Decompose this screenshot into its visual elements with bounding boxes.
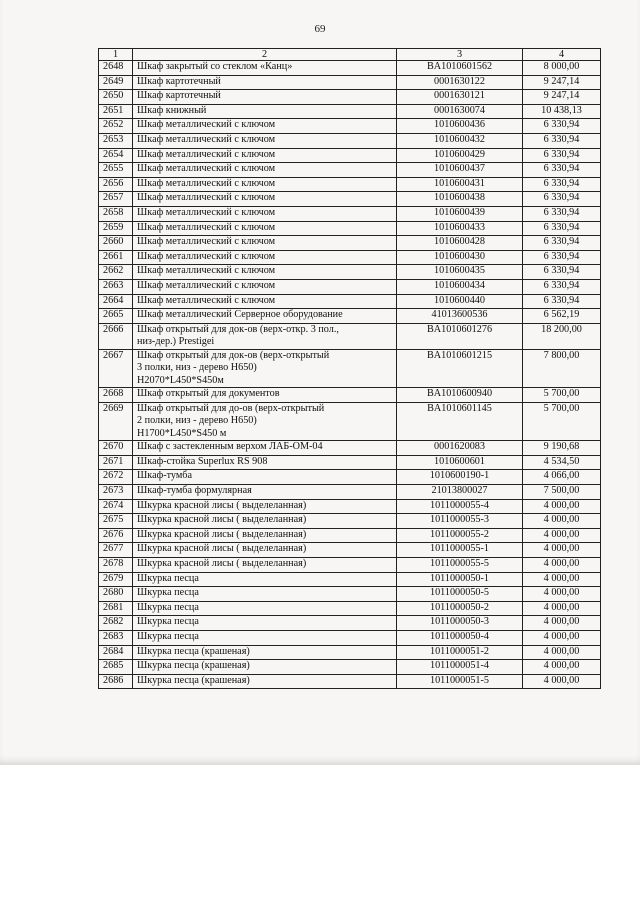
- price-cell: 6 330,94: [523, 177, 601, 192]
- inventory-code-cell: 1010600438: [397, 192, 523, 207]
- table-row: [99, 558, 601, 573]
- inventory-code-cell: 1011000055-3: [397, 514, 523, 529]
- row-number-cell: 2672: [99, 470, 133, 485]
- table-row: [99, 601, 601, 616]
- inventory-code-cell: 1011000055-5: [397, 558, 523, 573]
- inventory-code-cell: 0001630122: [397, 75, 523, 90]
- price-cell: 4 000,00: [523, 645, 601, 660]
- table-row: [99, 250, 601, 265]
- row-number-cell: 2656: [99, 177, 133, 192]
- inventory-code-cell: 1011000050-2: [397, 601, 523, 616]
- table-row: [99, 499, 601, 514]
- row-number-cell: 2648: [99, 61, 133, 76]
- item-name-cell: Шкурка красной лисы ( выделеланная): [133, 514, 397, 529]
- page-number: 69: [314, 23, 326, 35]
- table-row: [99, 528, 601, 543]
- item-name-cell: Шкурка песца: [133, 587, 397, 602]
- column-header-number: 1: [99, 49, 133, 61]
- table-row: [99, 349, 601, 388]
- table-row: [99, 587, 601, 602]
- inventory-code-cell: 1011000055-4: [397, 499, 523, 514]
- row-number-cell: 2682: [99, 616, 133, 631]
- table-row: [99, 660, 601, 675]
- item-name-cell: Шкаф металлический с ключом: [133, 221, 397, 236]
- row-number-cell: 2674: [99, 499, 133, 514]
- item-name-cell: Шкурка песца: [133, 601, 397, 616]
- inventory-code-cell: 1010600440: [397, 294, 523, 309]
- item-name-cell: Шкаф открытый для док-ов (верх-откр. 3 пол., низ-дер.) Prestigei: [133, 323, 397, 349]
- item-name-cell: Шкаф открытый для док-ов (верх-открытый 3 полки, низ - дерево H650) H2070*L450*S450м: [133, 349, 397, 388]
- row-number-cell: 2651: [99, 104, 133, 119]
- price-cell: 6 330,94: [523, 133, 601, 148]
- inventory-code-cell: 1010600439: [397, 206, 523, 221]
- table-row: [99, 177, 601, 192]
- column-header-code: 3: [397, 49, 523, 61]
- inventory-code-cell: 1010600428: [397, 236, 523, 251]
- item-name-cell: Шкаф металлический с ключом: [133, 279, 397, 294]
- table-row: [99, 441, 601, 456]
- table-row: [99, 163, 601, 178]
- item-name-cell: Шкаф металлический с ключом: [133, 236, 397, 251]
- item-name-cell: Шкаф-стойка Superlux RS 908: [133, 455, 397, 470]
- table-row: [99, 402, 601, 441]
- inventory-code-cell: 0001620083: [397, 441, 523, 456]
- price-cell: 9 190,68: [523, 441, 601, 456]
- price-cell: 9 247,14: [523, 75, 601, 90]
- table-row: [99, 221, 601, 236]
- inventory-code-cell: 1011000050-5: [397, 587, 523, 602]
- price-cell: 4 000,00: [523, 616, 601, 631]
- price-cell: 6 562,19: [523, 309, 601, 324]
- table-row: [99, 265, 601, 280]
- row-number-cell: 2664: [99, 294, 133, 309]
- table-row: [99, 631, 601, 646]
- price-cell: 4 066,00: [523, 470, 601, 485]
- price-cell: 4 000,00: [523, 587, 601, 602]
- item-name-cell: Шкаф картотечный: [133, 75, 397, 90]
- column-header-name: 2: [133, 49, 397, 61]
- inventory-code-cell: BA1010601215: [397, 349, 523, 388]
- table-row: [99, 674, 601, 689]
- item-name-cell: Шкаф закрытый со стеклом «Канц»: [133, 61, 397, 76]
- inventory-code-cell: BA1010601276: [397, 323, 523, 349]
- table-row: [99, 485, 601, 500]
- row-number-cell: 2663: [99, 279, 133, 294]
- row-number-cell: 2681: [99, 601, 133, 616]
- inventory-code-cell: BA1010601145: [397, 402, 523, 441]
- row-number-cell: 2650: [99, 90, 133, 105]
- row-number-cell: 2654: [99, 148, 133, 163]
- item-name-cell: Шкаф-тумба формулярная: [133, 485, 397, 500]
- price-cell: 4 000,00: [523, 514, 601, 529]
- row-number-cell: 2659: [99, 221, 133, 236]
- table-row: [99, 119, 601, 134]
- table-row: [99, 279, 601, 294]
- table-row: [99, 543, 601, 558]
- price-cell: 6 330,94: [523, 163, 601, 178]
- price-cell: 9 247,14: [523, 90, 601, 105]
- price-cell: 7 800,00: [523, 349, 601, 388]
- price-cell: 10 438,13: [523, 104, 601, 119]
- inventory-code-cell: 1010600431: [397, 177, 523, 192]
- table-row: [99, 294, 601, 309]
- item-name-cell: Шкаф картотечный: [133, 90, 397, 105]
- table-row: [99, 323, 601, 349]
- row-number-cell: 2669: [99, 402, 133, 441]
- inventory-code-cell: 1011000051-4: [397, 660, 523, 675]
- item-name-cell: Шкурка красной лисы ( выделеланная): [133, 499, 397, 514]
- row-number-cell: 2660: [99, 236, 133, 251]
- table-row: [99, 388, 601, 403]
- row-number-cell: 2665: [99, 309, 133, 324]
- inventory-code-cell: 1010600429: [397, 148, 523, 163]
- row-number-cell: 2676: [99, 528, 133, 543]
- item-name-cell: Шкаф открытый для документов: [133, 388, 397, 403]
- price-cell: 7 500,00: [523, 485, 601, 500]
- row-number-cell: 2677: [99, 543, 133, 558]
- row-number-cell: 2649: [99, 75, 133, 90]
- price-cell: 4 000,00: [523, 631, 601, 646]
- price-cell: 6 330,94: [523, 148, 601, 163]
- item-name-cell: Шкаф металлический Серверное оборудование: [133, 309, 397, 324]
- price-cell: 18 200,00: [523, 323, 601, 349]
- item-name-cell: Шкаф-тумба: [133, 470, 397, 485]
- item-name-cell: Шкурка песца (крашеная): [133, 645, 397, 660]
- table-row: [99, 192, 601, 207]
- table-row: [99, 645, 601, 660]
- table-row: [99, 75, 601, 90]
- table-header-row: [99, 49, 601, 61]
- item-name-cell: Шкаф металлический с ключом: [133, 119, 397, 134]
- item-name-cell: Шкурка красной лисы ( выделеланная): [133, 558, 397, 573]
- row-number-cell: 2679: [99, 572, 133, 587]
- row-number-cell: 2666: [99, 323, 133, 349]
- table-row: [99, 514, 601, 529]
- row-number-cell: 2671: [99, 455, 133, 470]
- inventory-code-cell: 1010600432: [397, 133, 523, 148]
- item-name-cell: Шкурка песца: [133, 572, 397, 587]
- inventory-code-cell: 1011000055-1: [397, 543, 523, 558]
- inventory-code-cell: 0001630074: [397, 104, 523, 119]
- table-row: [99, 206, 601, 221]
- row-number-cell: 2668: [99, 388, 133, 403]
- table-row: [99, 470, 601, 485]
- price-cell: 4 000,00: [523, 601, 601, 616]
- price-cell: 6 330,94: [523, 206, 601, 221]
- row-number-cell: 2653: [99, 133, 133, 148]
- row-number-cell: 2685: [99, 660, 133, 675]
- item-name-cell: Шкаф металлический с ключом: [133, 294, 397, 309]
- table-row: [99, 61, 601, 76]
- price-cell: 4 000,00: [523, 499, 601, 514]
- item-name-cell: Шкаф металлический с ключом: [133, 192, 397, 207]
- inventory-code-cell: 1010600434: [397, 279, 523, 294]
- row-number-cell: 2675: [99, 514, 133, 529]
- table-row: [99, 104, 601, 119]
- table-row: [99, 90, 601, 105]
- price-cell: 6 330,94: [523, 250, 601, 265]
- price-cell: 6 330,94: [523, 265, 601, 280]
- inventory-code-cell: 1011000050-4: [397, 631, 523, 646]
- price-cell: 5 700,00: [523, 388, 601, 403]
- inventory-code-cell: 1011000050-1: [397, 572, 523, 587]
- row-number-cell: 2658: [99, 206, 133, 221]
- price-cell: 4 000,00: [523, 528, 601, 543]
- row-number-cell: 2686: [99, 674, 133, 689]
- row-number-cell: 2661: [99, 250, 133, 265]
- price-cell: 4 534,50: [523, 455, 601, 470]
- table-row: [99, 148, 601, 163]
- price-cell: 8 000,00: [523, 61, 601, 76]
- item-name-cell: Шкаф металлический с ключом: [133, 133, 397, 148]
- inventory-code-cell: 1010600190-1: [397, 470, 523, 485]
- inventory-code-cell: 1010600435: [397, 265, 523, 280]
- item-name-cell: Шкаф открытый для до-ов (верх-открытый 2 полки, низ - дерево H650) H1700*L450*S450 м: [133, 402, 397, 441]
- inventory-code-cell: BA1010601562: [397, 61, 523, 76]
- item-name-cell: Шкурка песца (крашеная): [133, 674, 397, 689]
- inventory-code-cell: 1011000051-2: [397, 645, 523, 660]
- item-name-cell: Шкурка красной лисы ( выделеланная): [133, 543, 397, 558]
- table-row: [99, 309, 601, 324]
- price-cell: 6 330,94: [523, 236, 601, 251]
- item-name-cell: Шкаф книжный: [133, 104, 397, 119]
- inventory-code-cell: 1010600430: [397, 250, 523, 265]
- table-row: [99, 236, 601, 251]
- item-name-cell: Шкурка песца: [133, 631, 397, 646]
- table-row: [99, 616, 601, 631]
- row-number-cell: 2655: [99, 163, 133, 178]
- inventory-code-cell: 1010600436: [397, 119, 523, 134]
- row-number-cell: 2684: [99, 645, 133, 660]
- price-cell: 6 330,94: [523, 221, 601, 236]
- item-name-cell: Шкурка песца: [133, 616, 397, 631]
- inventory-code-cell: 1010600437: [397, 163, 523, 178]
- inventory-code-cell: 21013800027: [397, 485, 523, 500]
- item-name-cell: Шкурка песца (крашеная): [133, 660, 397, 675]
- price-cell: 4 000,00: [523, 558, 601, 573]
- item-name-cell: Шкурка красной лисы ( выделеланная): [133, 528, 397, 543]
- item-name-cell: Шкаф металлический с ключом: [133, 250, 397, 265]
- table-row: [99, 455, 601, 470]
- item-name-cell: Шкаф с застекленным верхом ЛАБ-ОМ-04: [133, 441, 397, 456]
- inventory-table: [98, 48, 601, 689]
- price-cell: 4 000,00: [523, 572, 601, 587]
- row-number-cell: 2667: [99, 349, 133, 388]
- inventory-code-cell: 1010600601: [397, 455, 523, 470]
- inventory-code-cell: 1011000051-5: [397, 674, 523, 689]
- item-name-cell: Шкаф металлический с ключом: [133, 163, 397, 178]
- price-cell: 6 330,94: [523, 279, 601, 294]
- inventory-code-cell: 1010600433: [397, 221, 523, 236]
- price-cell: 4 000,00: [523, 674, 601, 689]
- row-number-cell: 2670: [99, 441, 133, 456]
- row-number-cell: 2678: [99, 558, 133, 573]
- price-cell: 6 330,94: [523, 119, 601, 134]
- table-body: [99, 61, 601, 689]
- row-number-cell: 2662: [99, 265, 133, 280]
- row-number-cell: 2652: [99, 119, 133, 134]
- item-name-cell: Шкаф металлический с ключом: [133, 177, 397, 192]
- table-row: [99, 572, 601, 587]
- item-name-cell: Шкаф металлический с ключом: [133, 206, 397, 221]
- price-cell: 4 000,00: [523, 543, 601, 558]
- inventory-code-cell: 1011000050-3: [397, 616, 523, 631]
- inventory-code-cell: BA1010600940: [397, 388, 523, 403]
- row-number-cell: 2657: [99, 192, 133, 207]
- table-row: [99, 133, 601, 148]
- row-number-cell: 2683: [99, 631, 133, 646]
- item-name-cell: Шкаф металлический с ключом: [133, 148, 397, 163]
- row-number-cell: 2673: [99, 485, 133, 500]
- inventory-code-cell: 41013600536: [397, 309, 523, 324]
- inventory-code-cell: 0001630121: [397, 90, 523, 105]
- item-name-cell: Шкаф металлический с ключом: [133, 265, 397, 280]
- row-number-cell: 2680: [99, 587, 133, 602]
- price-cell: 4 000,00: [523, 660, 601, 675]
- price-cell: 5 700,00: [523, 402, 601, 441]
- price-cell: 6 330,94: [523, 192, 601, 207]
- column-header-price: 4: [523, 49, 601, 61]
- inventory-code-cell: 1011000055-2: [397, 528, 523, 543]
- price-cell: 6 330,94: [523, 294, 601, 309]
